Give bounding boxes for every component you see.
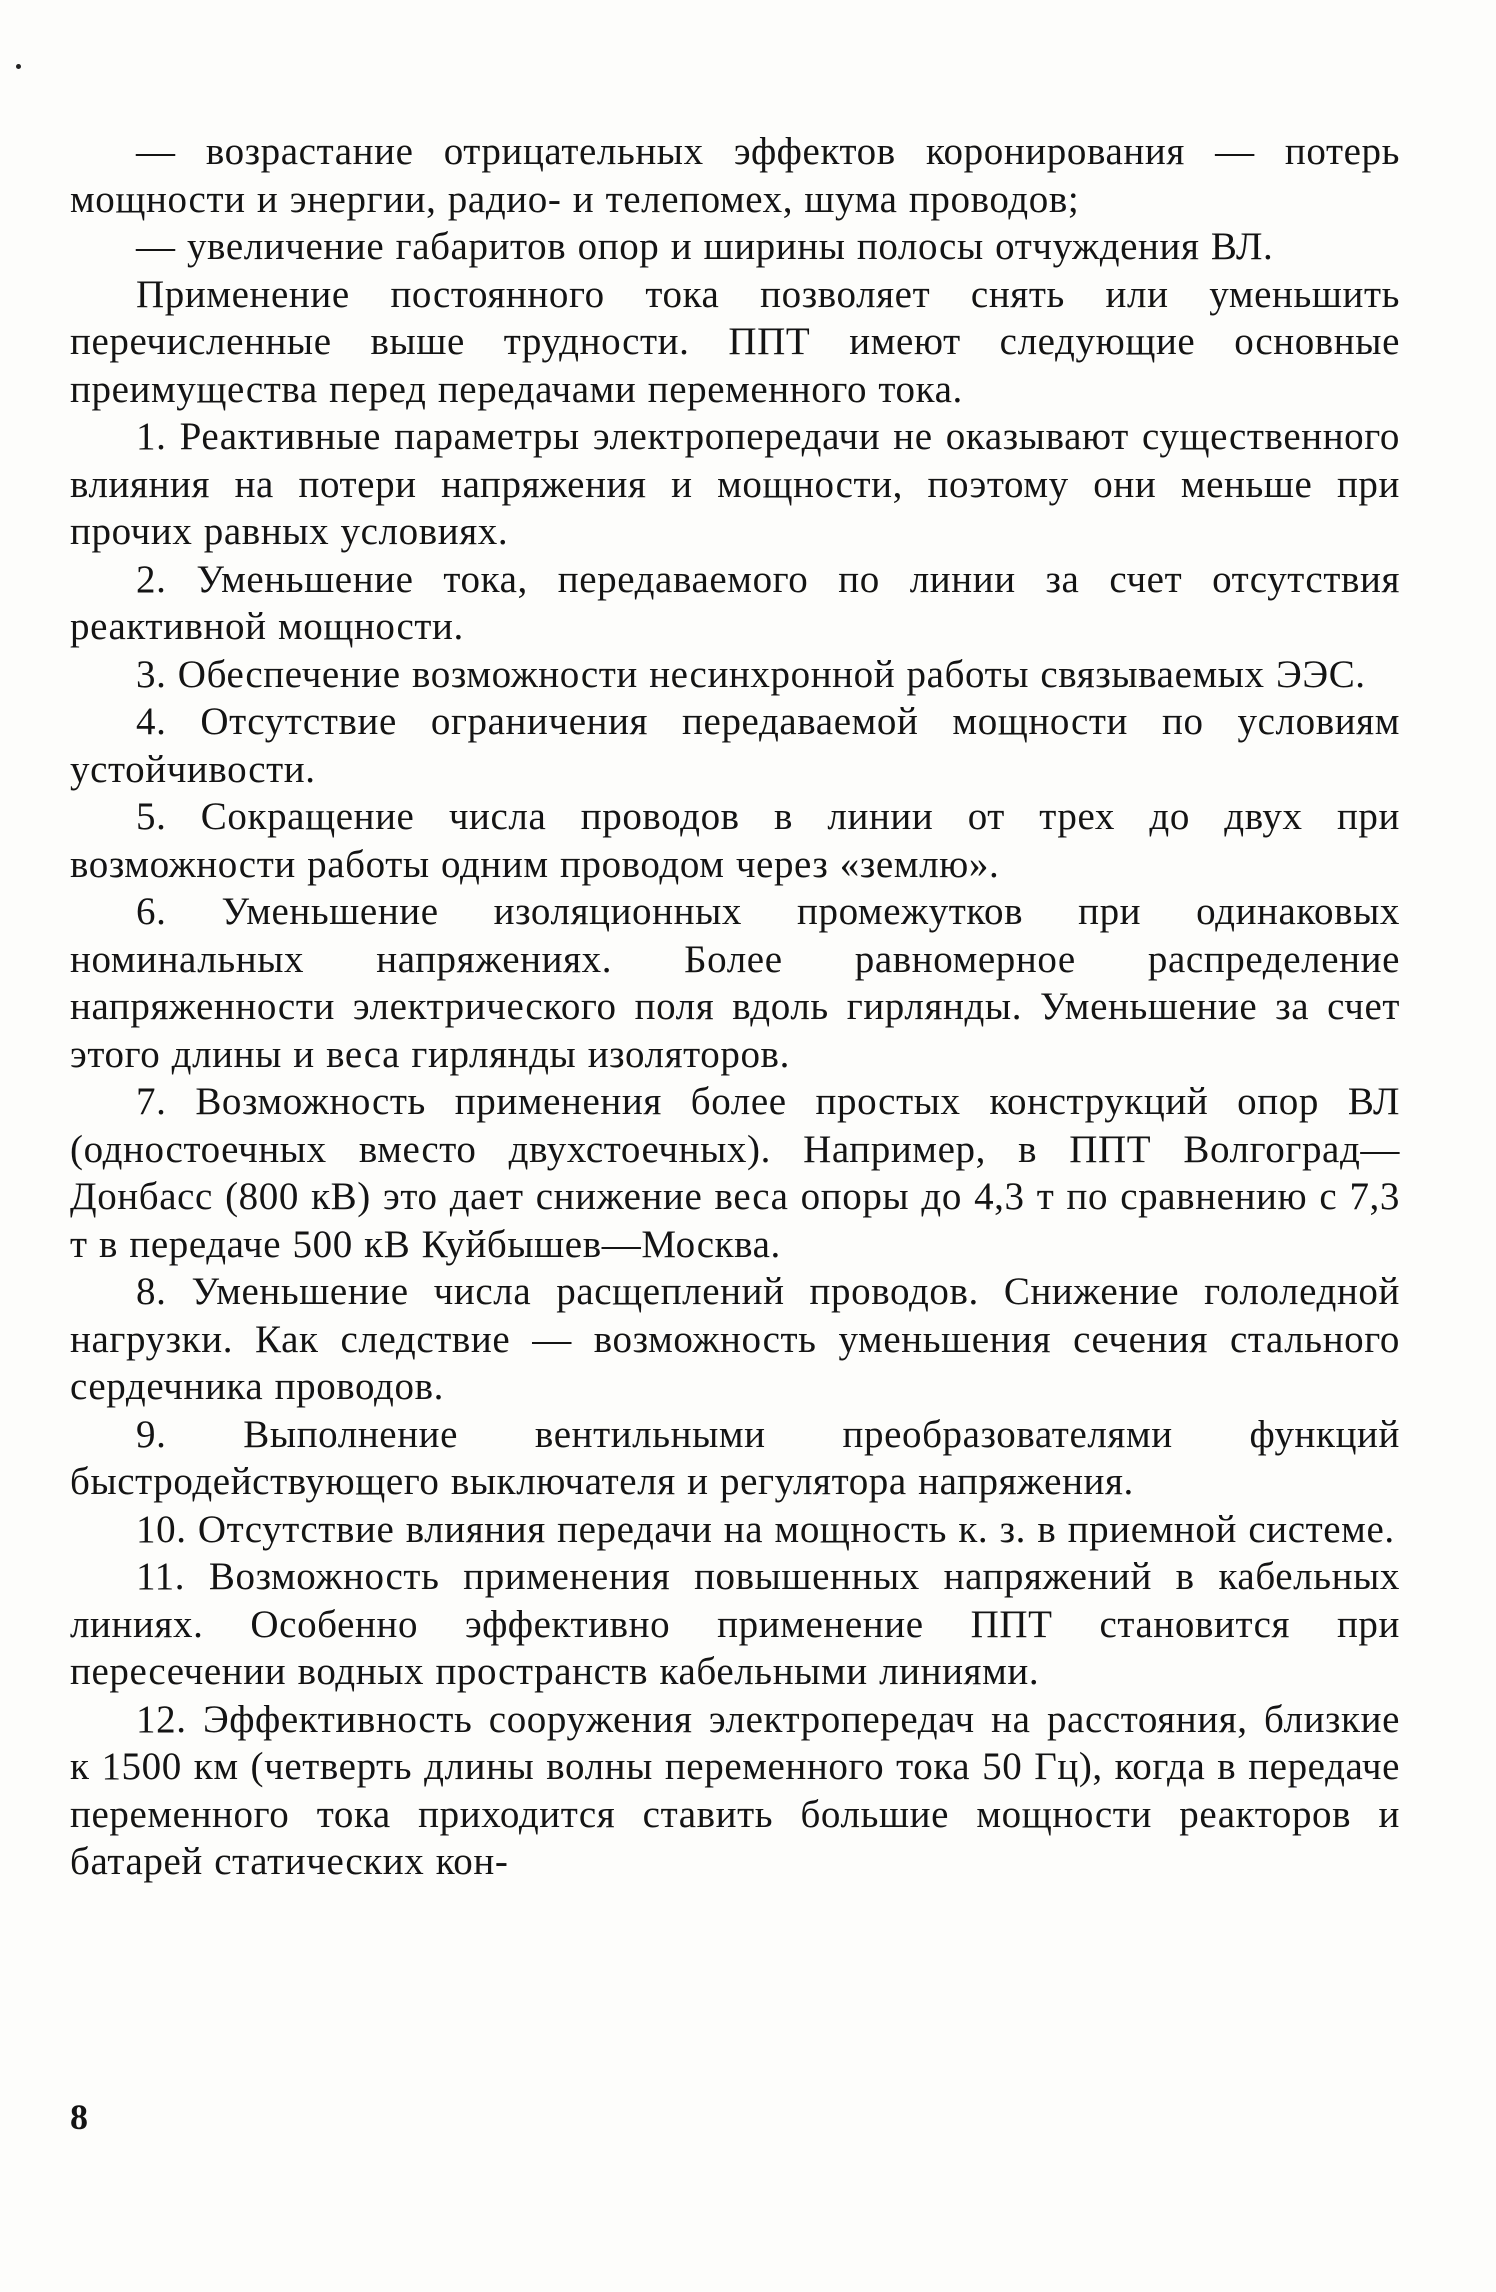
paragraph: — возрастание отрицательных эффектов коронирования — потерь мощности и энергии, радио- и телепомех, шума проводов; (70, 130, 1400, 221)
page-number: 8 (70, 2097, 88, 2137)
list-item: 2. Уменьшение тока, передаваемого по линии за счет отсутствия реактивной мощности. (70, 557, 1400, 648)
list-item: 6. Уменьшение изоляционных промежутков при одинаковых номинальных напряжениях. Более равномерное распределение напряженности электрического поля вдоль гирлянды. Уменьшение за счет этого длины и веса гирлянды изоляторов. (70, 890, 1400, 1076)
list-item: 10. Отсутствие влияния передачи на мощность к. з. в приемной системе. (136, 1507, 1395, 1551)
list-item: 7. Возможность применения более простых конструкций опор ВЛ (одностоечных вместо двухстоечных). Например, в ППТ Волгоград—Донбасс (800 кВ) это дает снижение веса опоры до 4,3 т по сравнению с 7,3 т в передаче 500 кВ Куйбышев—Москва. (70, 1080, 1400, 1266)
list-item: 4. Отсутствие ограничения передаваемой мощности по условиям устойчивости. (70, 700, 1400, 791)
scan-speck (16, 64, 21, 69)
list-item: 5. Сокращение числа проводов в линии от трех до двух при возможности работы одним проводом через «землю». (70, 795, 1400, 886)
list-item: 11. Возможность применения повышенных напряжений в кабельных линиях. Особенно эффективно применение ППТ становится при пересечении водных пространств кабельными линиями. (70, 1555, 1400, 1693)
list-item: 8. Уменьшение числа расщеплений проводов. Снижение гололедной нагрузки. Как следствие — возможность уменьшения сечения стального сердечника проводов. (70, 1270, 1400, 1408)
paragraph: — увеличение габаритов опор и ширины полосы отчуждения ВЛ. (136, 225, 1274, 268)
list-item: 12. Эффективность сооружения электропередач на расстояния, близкие к 1500 км (четверть длины волны переменного тока 50 Гц), когда в передаче переменного тока приходится ставить большие мощности реакторов и батарей статических кон- (70, 1697, 1400, 1883)
list-item: 3. Обеспечение возможности несинхронной работы связываемых ЭЭС. (136, 652, 1366, 696)
list-item: 1. Реактивные параметры электропередачи не оказывают существенного влияния на потери напряжения и мощности, поэтому они меньше при прочих равных условиях. (70, 415, 1400, 553)
list-item: 9. Выполнение вентильными преобразователями функций быстродействующего выключателя и регулятора напряжения. (70, 1412, 1400, 1503)
body-text (70, 128, 1400, 1886)
paragraph: Применение постоянного тока позволяет снять или уменьшить перечисленные выше трудности. ППТ имеют следующие основные преимущества перед передачами переменного тока. (70, 272, 1400, 411)
